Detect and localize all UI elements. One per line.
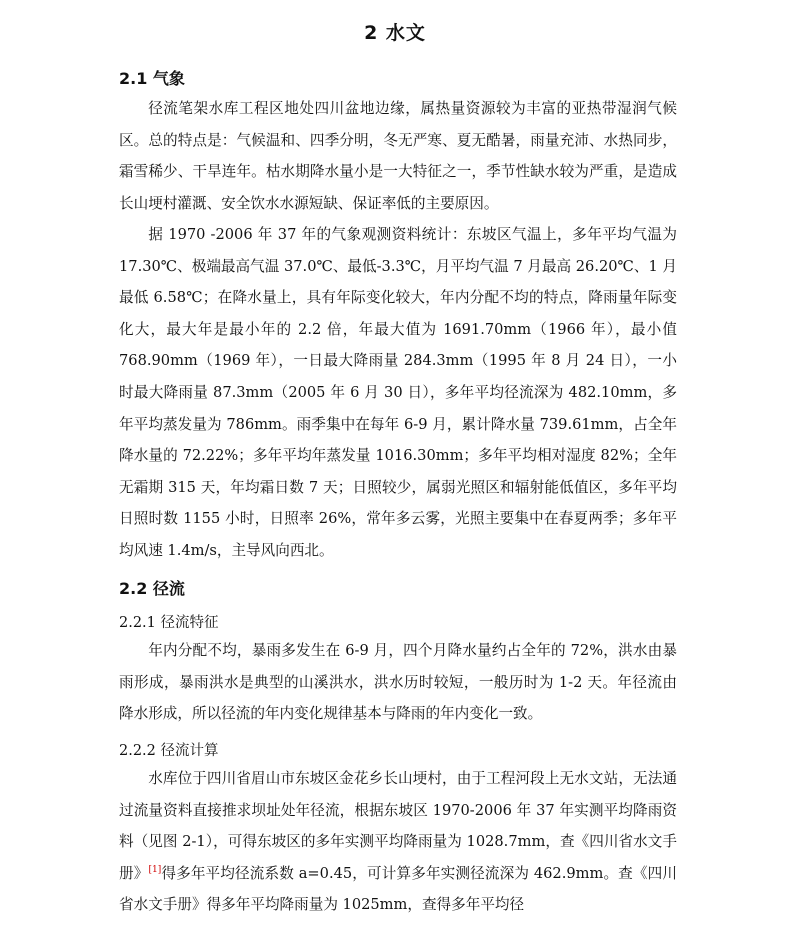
paragraph-runoff-calculation (119, 763, 677, 921)
runoff-calc-text-part2: 得多年平均径流系数 a=0.45，可计算多年实测径流深为 462.9mm。查《四川省水文手册》得多年平均降雨量为 1025mm，查得多年平均径 (119, 864, 677, 914)
chapter-title: 2 水文 (364, 22, 426, 44)
paragraph-climate-overview: 径流笔架水库工程区地处四川盆地边缘，属热量资源较为丰富的亚热带湿润气候区。总的特点是：气候温和、四季分明，冬无严寒、夏无酷暑，雨量充沛、水热同步，霜雪稀少、干旱连年。枯水期降水量小是一大特征之一，季节性缺水较为严重，是造成长山埂村灌溉、安全饮水水源短缺、保证率低的主要原因。 (119, 100, 677, 212)
subsection-heading-runoff-characteristics: 2.2.1 径流特征 (119, 615, 219, 631)
paragraph-runoff-characteristics: 年内分配不均，暴雨多发生在 6-9 月，四个月降水量约占全年的 72%，洪水由暴雨形成，暴雨洪水是典型的山溪洪水，洪水历时较短，一般历时为 1-2 天。年径流由降水形成，所以径流的年内变化规律基本与降雨的年内变化一致。 (119, 642, 677, 723)
subsection-heading-runoff-calculation: 2.2.2 径流计算 (119, 743, 219, 759)
reference-link-1[interactable]: [1] (148, 864, 162, 875)
section-heading-meteorology: 2.1 气象 (119, 69, 185, 88)
paragraph-climate-statistics: 据 1970 -2006 年 37 年的气象观测资料统计：东坡区气温上，多年平均气温为 17.30℃、极端最高气温 37.0℃、最低-3.3℃，月平均气温 7 月最高 26.20℃、1 月最低 6.58℃；在降水量上，具有年际变化较大，年内分配不均的特点，降雨量年际变化大，最大年是最小年的 2.2 倍，年最大值为 1691.70mm（1966 年），最小值 768.90mm（1969 年），一日最大降雨量 284.3mm（1995 年 8 月 24 日），一小时最大降雨量 87.3mm（2005 年 6 月 30 日），多年平均径流深为 482.10mm，多年平均蒸发量为 786mm。雨季集中在每年 6-9 月，累计降水量 739.61mm，占全年降水量的 72.22%；多年平均年蒸发量 1016.30mm；多年平均相对湿度 82%；全年无霜期 315 天，年均霜日数 7 天；日照较少，属弱光照区和辐射能低值区，多年平均日照时数 1155 小时，日照率 26%，常年多云雾，光照主要集中在春夏两季；多年平均风速 1.4m/s，主导风向西北。 (119, 226, 677, 559)
section-heading-runoff: 2.2 径流 (119, 579, 185, 598)
runoff-calc-text-part1: 水库位于四川省眉山市东坡区金花乡长山埂村，由于工程河段上无水文站，无法通过流量资料直接推求坝址处年径流，根据东坡区 1970-2006 年 37 年实测平均降雨资料（见图 2-1），可得东坡区的多年实测平均降雨量为 1028.7mm，查《四川省水文手册》 (119, 770, 677, 882)
